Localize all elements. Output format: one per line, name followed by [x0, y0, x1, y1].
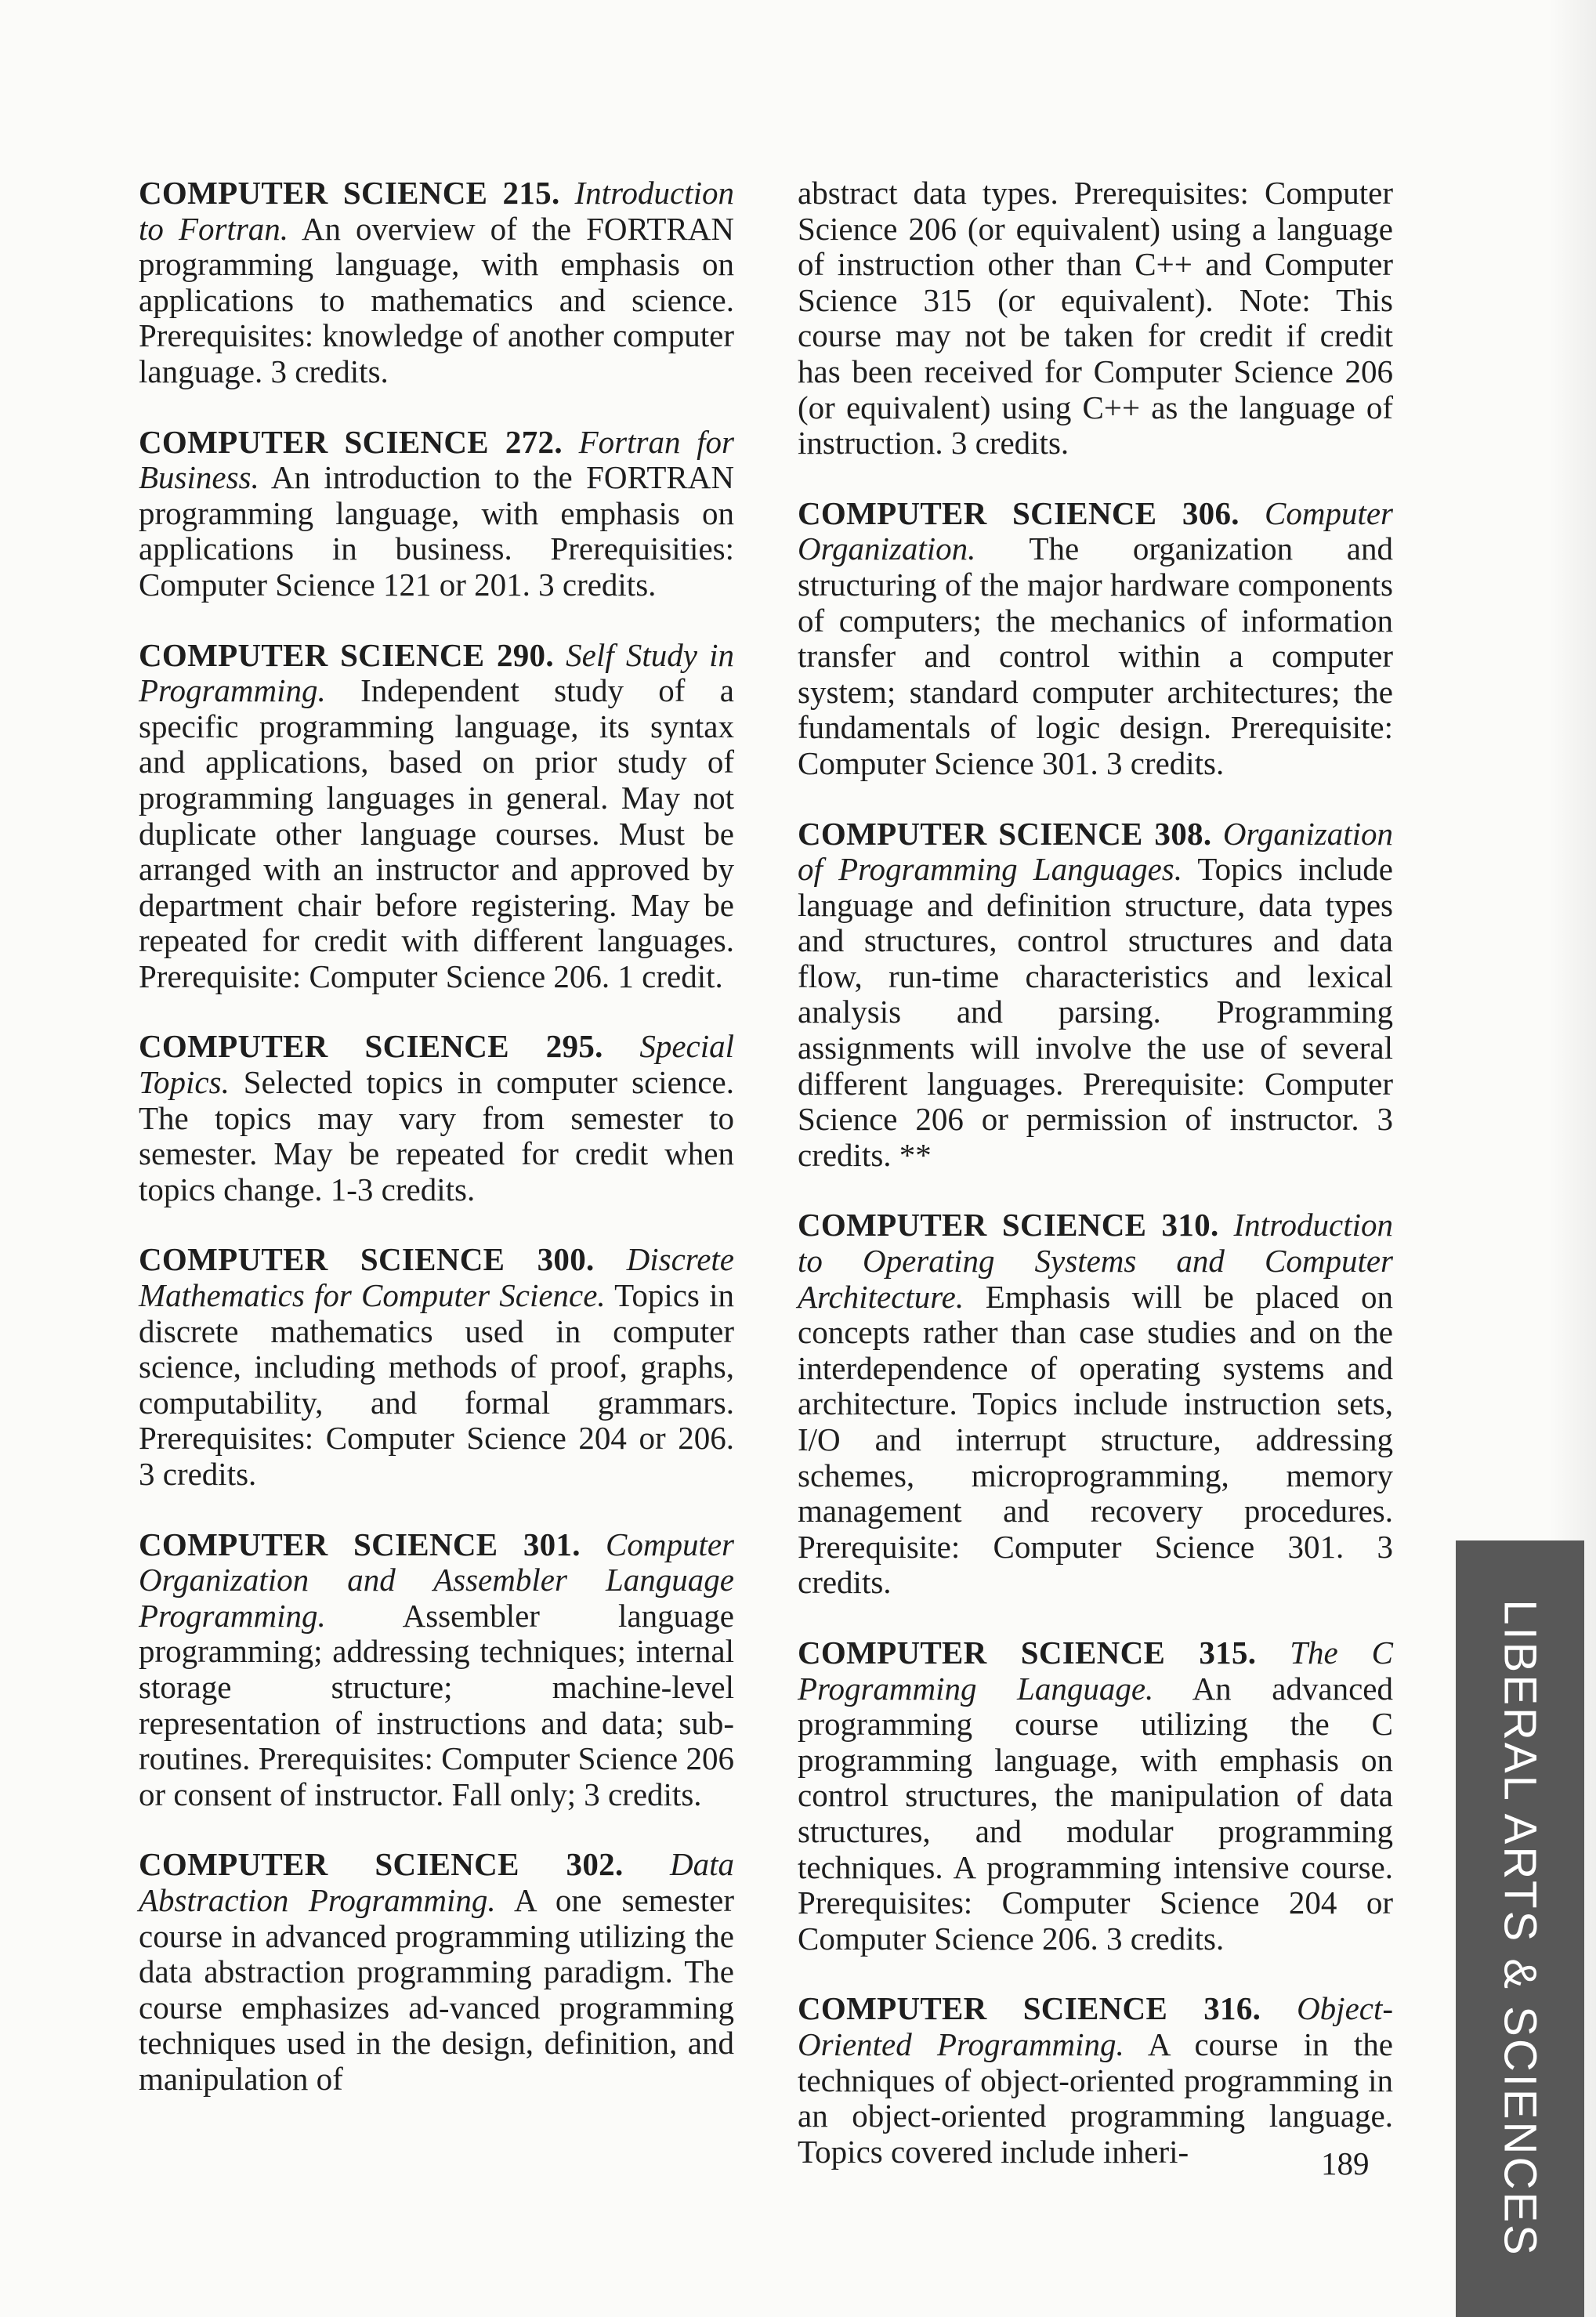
course-entry-cs290	[139, 638, 734, 995]
course-entry-cs316	[798, 1991, 1393, 2170]
course-description: Selected topics in computer science. The topics may vary from semester to semester. May be repeated for credit when topics change. 1-3 credits.	[139, 1064, 735, 1207]
course-description: Topics include language and definition structure, data types and structures, control structures and data flow, run-time characteristics and lexical analysis and parsing. Programming assignments will involve the use of several different languages. Prerequisite: Computer Science 206 or permission of instructor. 3 credits. **	[798, 851, 1393, 1173]
course-entry-cs310	[798, 1207, 1393, 1601]
course-title: Fortran for Business.	[139, 423, 734, 496]
course-entry-cs300	[139, 1242, 734, 1492]
course-title: Computer Organization and Assembler Language Programming.	[139, 1526, 734, 1634]
course-description: The organization and structuring of the major hardware components of computers; the mechanics of information transfer and control within a computer system; standard computer architectures; the fundamentals of logic design. Prerequisite: Computer Science 301. 3 credits.	[798, 530, 1393, 781]
section-side-tab	[1456, 1540, 1584, 2317]
course-title: Introduction to Operating Systems and Computer Architecture.	[798, 1207, 1393, 1315]
course-code: COMPUTER SCIENCE 308.	[798, 815, 1212, 852]
course-code: COMPUTER SCIENCE 272.	[139, 423, 563, 460]
course-description: Emphasis will be placed on concepts rather than case studies and on the interdependence of operating systems and architecture. Topics include instruction sets, I/O and interrupt structure, addressing schemes, microprogramming, memory management and recovery procedures. Prerequisite: Computer Science 301. 3 credits.	[798, 1278, 1393, 1601]
course-title: Special Topics.	[139, 1028, 734, 1101]
course-description: Topics in discrete mathematics used in computer science, including methods of proof, graphs, computability, and formal grammars. Prerequisites: Computer Science 204 or 206. 3 credits.	[139, 1277, 734, 1492]
course-entry-cs302	[139, 1847, 734, 2097]
course-entry-cs295	[139, 1029, 734, 1207]
course-entry-cs272	[139, 425, 734, 603]
course-entry-cs308	[798, 816, 1393, 1174]
course-code: COMPUTER SCIENCE 301.	[139, 1526, 581, 1562]
course-description: A one semester course in advanced programming utilizing the data abstraction programming paradigm. The course emphasizes ad-vanced programming techniques used in the design, definition, and manipulation of	[139, 1881, 734, 2097]
course-description: An advanced programming course utilizing the C programming language, with emphasis on control structures, the manipulation of data structures, and modular programming techniques. A programming intensive course. Prerequisites: Computer Science 204 or Computer Science 206. 3 credits.	[798, 1670, 1393, 1957]
course-title: Discrete Mathematics for Computer Science.	[139, 1241, 734, 1314]
course-code: COMPUTER SCIENCE 310.	[798, 1207, 1219, 1244]
course-code: COMPUTER SCIENCE 302.	[139, 1846, 624, 1883]
left-column	[139, 176, 734, 2132]
course-title: Introduction to Fortran.	[139, 175, 734, 247]
course-description: Independent study of a specific programming language, its syntax and applications, based on prior study of programming languages in general. May not duplicate other language courses. Must be arranged with an instructor and approved by department chair before registering. May be repeated for credit with different languages. Prerequisite: Computer Science 206. 1 credit.	[139, 672, 734, 994]
course-entry-cs301	[139, 1527, 734, 1813]
course-title: Organization of Programming Languages.	[798, 815, 1394, 888]
course-description: An overview of the FORTRAN programming language, with emphasis on applications to mathematics and science. Prerequisites: knowledge of another computer language. 3 credits.	[139, 210, 734, 389]
page-number: 189	[1321, 2145, 1370, 2181]
course-title: Object-Oriented Programming.	[798, 1990, 1394, 2062]
course-code: COMPUTER SCIENCE 315.	[798, 1634, 1257, 1671]
course-entry-cs215	[139, 176, 734, 390]
course-code: COMPUTER SCIENCE 300.	[139, 1241, 595, 1278]
course-description: An introduction to the FORTRAN programming language, with emphasis on applications in business. Prerequisities: Computer Science 121 or 201. 3 credits.	[139, 459, 734, 603]
section-side-tab-label: LIBERAL ARTS & SCIENCES	[1494, 1599, 1546, 2257]
course-code: COMPUTER SCIENCE 316.	[798, 1990, 1261, 2027]
course-entry-cs306	[798, 496, 1393, 782]
course-title: Data Abstraction Programming.	[139, 1846, 735, 1918]
course-code: COMPUTER SCIENCE 290.	[139, 636, 554, 673]
course-code: COMPUTER SCIENCE 295.	[139, 1028, 603, 1065]
course-title: Computer Organization.	[798, 494, 1393, 567]
course-code: COMPUTER SCIENCE 306.	[798, 494, 1240, 531]
course-title: The C Programming Language.	[798, 1634, 1393, 1707]
course-description: A course in the techniques of object-oriented programming in an object-oriented programming language. Topics covered include inheri-	[798, 2026, 1393, 2170]
course-entry-cs302-continued: abstract data types. Prerequisites: Computer Science 206 (or equivalent) using a language of instruction other than C++ and Computer Science 315 (or equivalent). Note: This course may not be taken for credit if credit has been received for Computer Science 206 (or equivalent) using C++ as the language of instruction. 3 credits.	[798, 175, 1393, 462]
course-code: COMPUTER SCIENCE 215.	[139, 175, 560, 211]
course-description: Assembler language programming; addressing techniques; internal storage structure; machine-level representation of instructions and data; sub-routines. Prerequisites: Computer Science 206 or consent of instructor. Fall only; 3 credits.	[139, 1597, 734, 1812]
course-entry-cs315	[798, 1635, 1393, 1957]
right-column	[798, 176, 1393, 2204]
course-title: Self Study in Programming.	[139, 636, 735, 709]
